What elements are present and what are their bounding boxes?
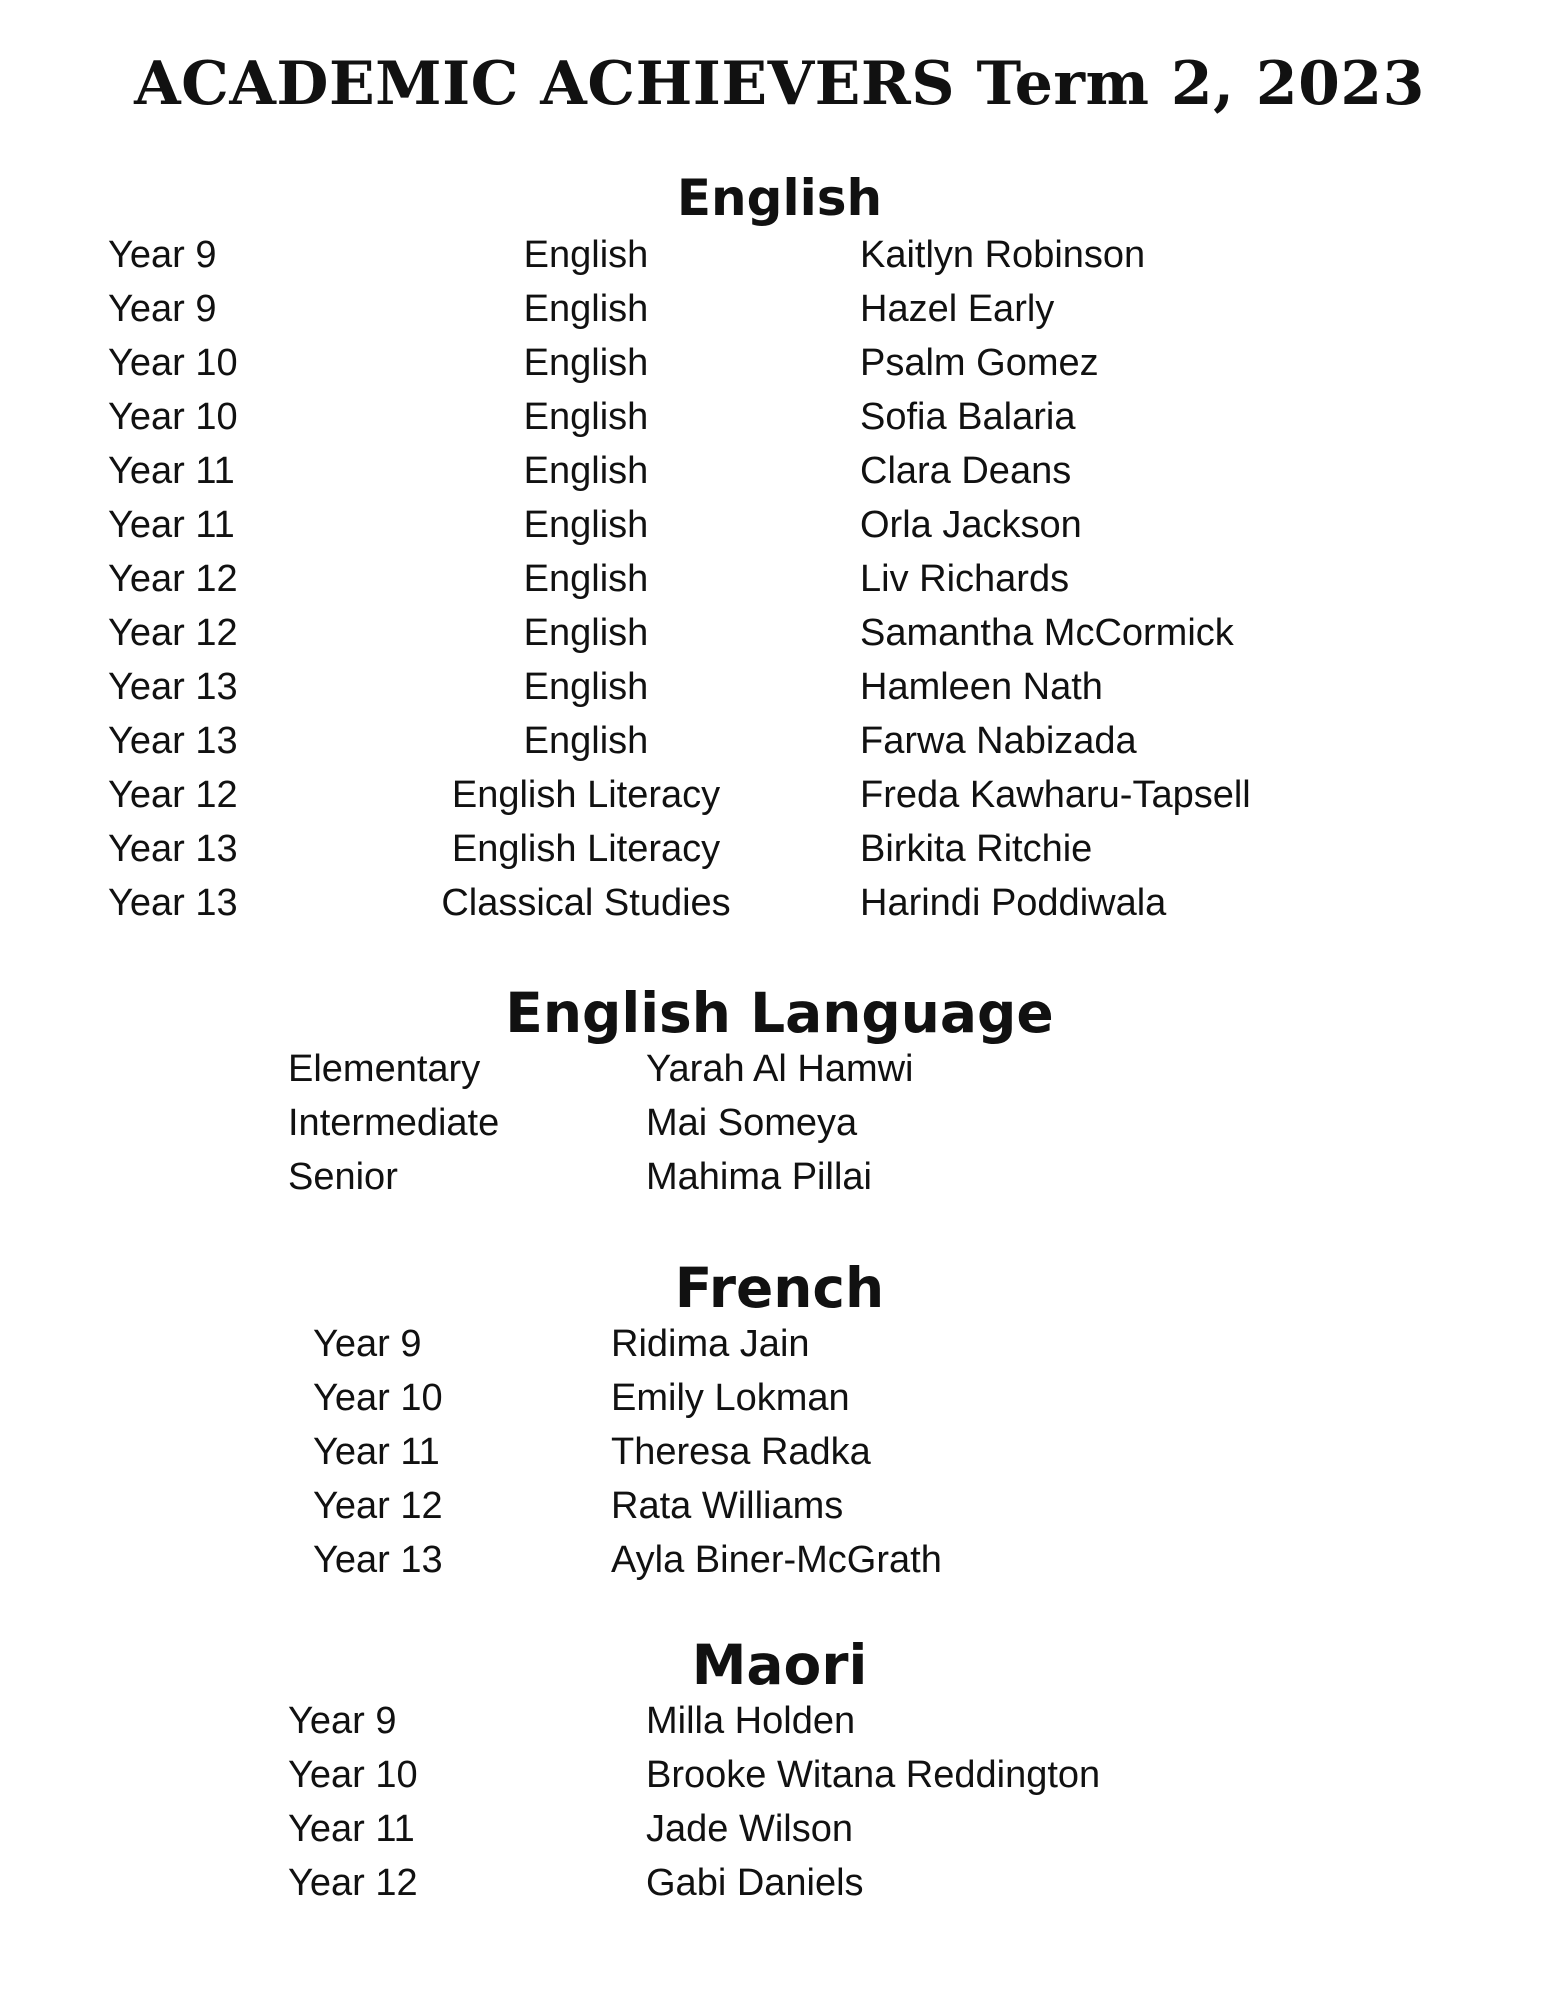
table-row — [0, 1425, 1559, 1479]
subject-cell: English — [523, 396, 649, 438]
table-row — [0, 714, 1559, 768]
year-cell: Year 12 — [108, 774, 238, 816]
maori-table — [0, 1694, 1559, 1910]
section-heading-french: French — [674, 1256, 885, 1320]
student-name-cell: Farwa Nabizada — [860, 720, 1137, 762]
student-name-cell: Mahima Pillai — [646, 1156, 872, 1198]
student-name-cell: Emily Lokman — [611, 1377, 850, 1419]
student-name-cell: Ayla Biner-McGrath — [611, 1539, 942, 1581]
table-row — [0, 444, 1559, 498]
table-row — [0, 498, 1559, 552]
table-row — [0, 336, 1559, 390]
year-cell: Year 10 — [288, 1754, 418, 1796]
student-name-cell: Liv Richards — [860, 558, 1070, 600]
subject-cell: English Literacy — [451, 774, 721, 816]
level-cell: Intermediate — [288, 1102, 500, 1144]
table-row — [0, 1533, 1559, 1587]
year-cell: Year 10 — [108, 396, 238, 438]
subject-cell: English — [523, 720, 649, 762]
year-cell: Year 11 — [313, 1431, 440, 1473]
table-row — [0, 876, 1559, 930]
table-row — [0, 660, 1559, 714]
table-row — [0, 228, 1559, 282]
year-cell: Year 9 — [313, 1323, 422, 1365]
student-name-cell: Harindi Poddiwala — [860, 882, 1167, 924]
table-row — [0, 1748, 1559, 1802]
student-name-cell: Freda Kawharu-Tapsell — [860, 774, 1251, 816]
subject-cell: Classical Studies — [441, 882, 731, 924]
english-table — [0, 228, 1559, 930]
year-cell: Year 13 — [108, 882, 238, 924]
section-heading-english: English — [676, 169, 883, 227]
student-name-cell: Milla Holden — [646, 1700, 856, 1742]
student-name-cell: Hamleen Nath — [860, 666, 1103, 708]
student-name-cell: Brooke Witana Reddington — [646, 1754, 1101, 1796]
year-cell: Year 9 — [108, 288, 217, 330]
subject-cell: English — [523, 342, 649, 384]
table-row — [0, 1042, 1559, 1096]
level-cell: Senior — [288, 1156, 398, 1198]
table-row — [0, 1096, 1559, 1150]
year-cell: Year 9 — [288, 1700, 397, 1742]
year-cell: Year 10 — [313, 1377, 443, 1419]
year-cell: Year 11 — [108, 450, 235, 492]
table-row — [0, 1856, 1559, 1910]
student-name-cell: Theresa Radka — [611, 1431, 871, 1473]
page-title: ACADEMIC ACHIEVERS Term 2, 2023 — [134, 49, 1425, 119]
table-row — [0, 822, 1559, 876]
table-row — [0, 1317, 1559, 1371]
student-name-cell: Ridima Jain — [611, 1323, 810, 1365]
student-name-cell: Birkita Ritchie — [860, 828, 1093, 870]
level-cell: Elementary — [288, 1048, 481, 1090]
english-language-table — [0, 1042, 1559, 1204]
table-row — [0, 768, 1559, 822]
student-name-cell: Clara Deans — [860, 450, 1072, 492]
student-name-cell: Orla Jackson — [860, 504, 1082, 546]
student-name-cell: Psalm Gomez — [860, 342, 1099, 384]
student-name-cell: Mai Someya — [646, 1102, 858, 1144]
year-cell: Year 12 — [313, 1485, 443, 1527]
year-cell: Year 13 — [108, 666, 238, 708]
table-row — [0, 1479, 1559, 1533]
section-heading-english-language: English Language — [505, 981, 1054, 1045]
table-row — [0, 390, 1559, 444]
student-name-cell: Yarah Al Hamwi — [646, 1048, 914, 1090]
student-name-cell: Rata Williams — [611, 1485, 844, 1527]
year-cell: Year 13 — [313, 1539, 443, 1581]
subject-cell: English — [523, 612, 649, 654]
year-cell: Year 12 — [108, 558, 238, 600]
student-name-cell: Hazel Early — [860, 288, 1055, 330]
table-row — [0, 606, 1559, 660]
subject-cell: English Literacy — [451, 828, 721, 870]
student-name-cell: Samantha McCormick — [860, 612, 1234, 654]
subject-cell: English — [523, 234, 649, 276]
student-name-cell: Jade Wilson — [646, 1808, 853, 1850]
year-cell: Year 13 — [108, 720, 238, 762]
table-row — [0, 552, 1559, 606]
table-row — [0, 282, 1559, 336]
subject-cell: English — [523, 558, 649, 600]
section-heading-maori: Maori — [691, 1633, 868, 1697]
year-cell: Year 9 — [108, 234, 217, 276]
subject-cell: English — [523, 504, 649, 546]
table-row — [0, 1802, 1559, 1856]
subject-cell: English — [523, 666, 649, 708]
student-name-cell: Kaitlyn Robinson — [860, 234, 1146, 276]
year-cell: Year 11 — [108, 504, 235, 546]
year-cell: Year 11 — [288, 1808, 415, 1850]
year-cell: Year 10 — [108, 342, 238, 384]
student-name-cell: Sofia Balaria — [860, 396, 1076, 438]
year-cell: Year 12 — [108, 612, 238, 654]
table-row — [0, 1150, 1559, 1204]
year-cell: Year 13 — [108, 828, 238, 870]
subject-cell: English — [523, 450, 649, 492]
student-name-cell: Gabi Daniels — [646, 1862, 864, 1904]
table-row — [0, 1694, 1559, 1748]
table-row — [0, 1371, 1559, 1425]
subject-cell: English — [523, 288, 649, 330]
year-cell: Year 12 — [288, 1862, 418, 1904]
french-table — [0, 1317, 1559, 1587]
